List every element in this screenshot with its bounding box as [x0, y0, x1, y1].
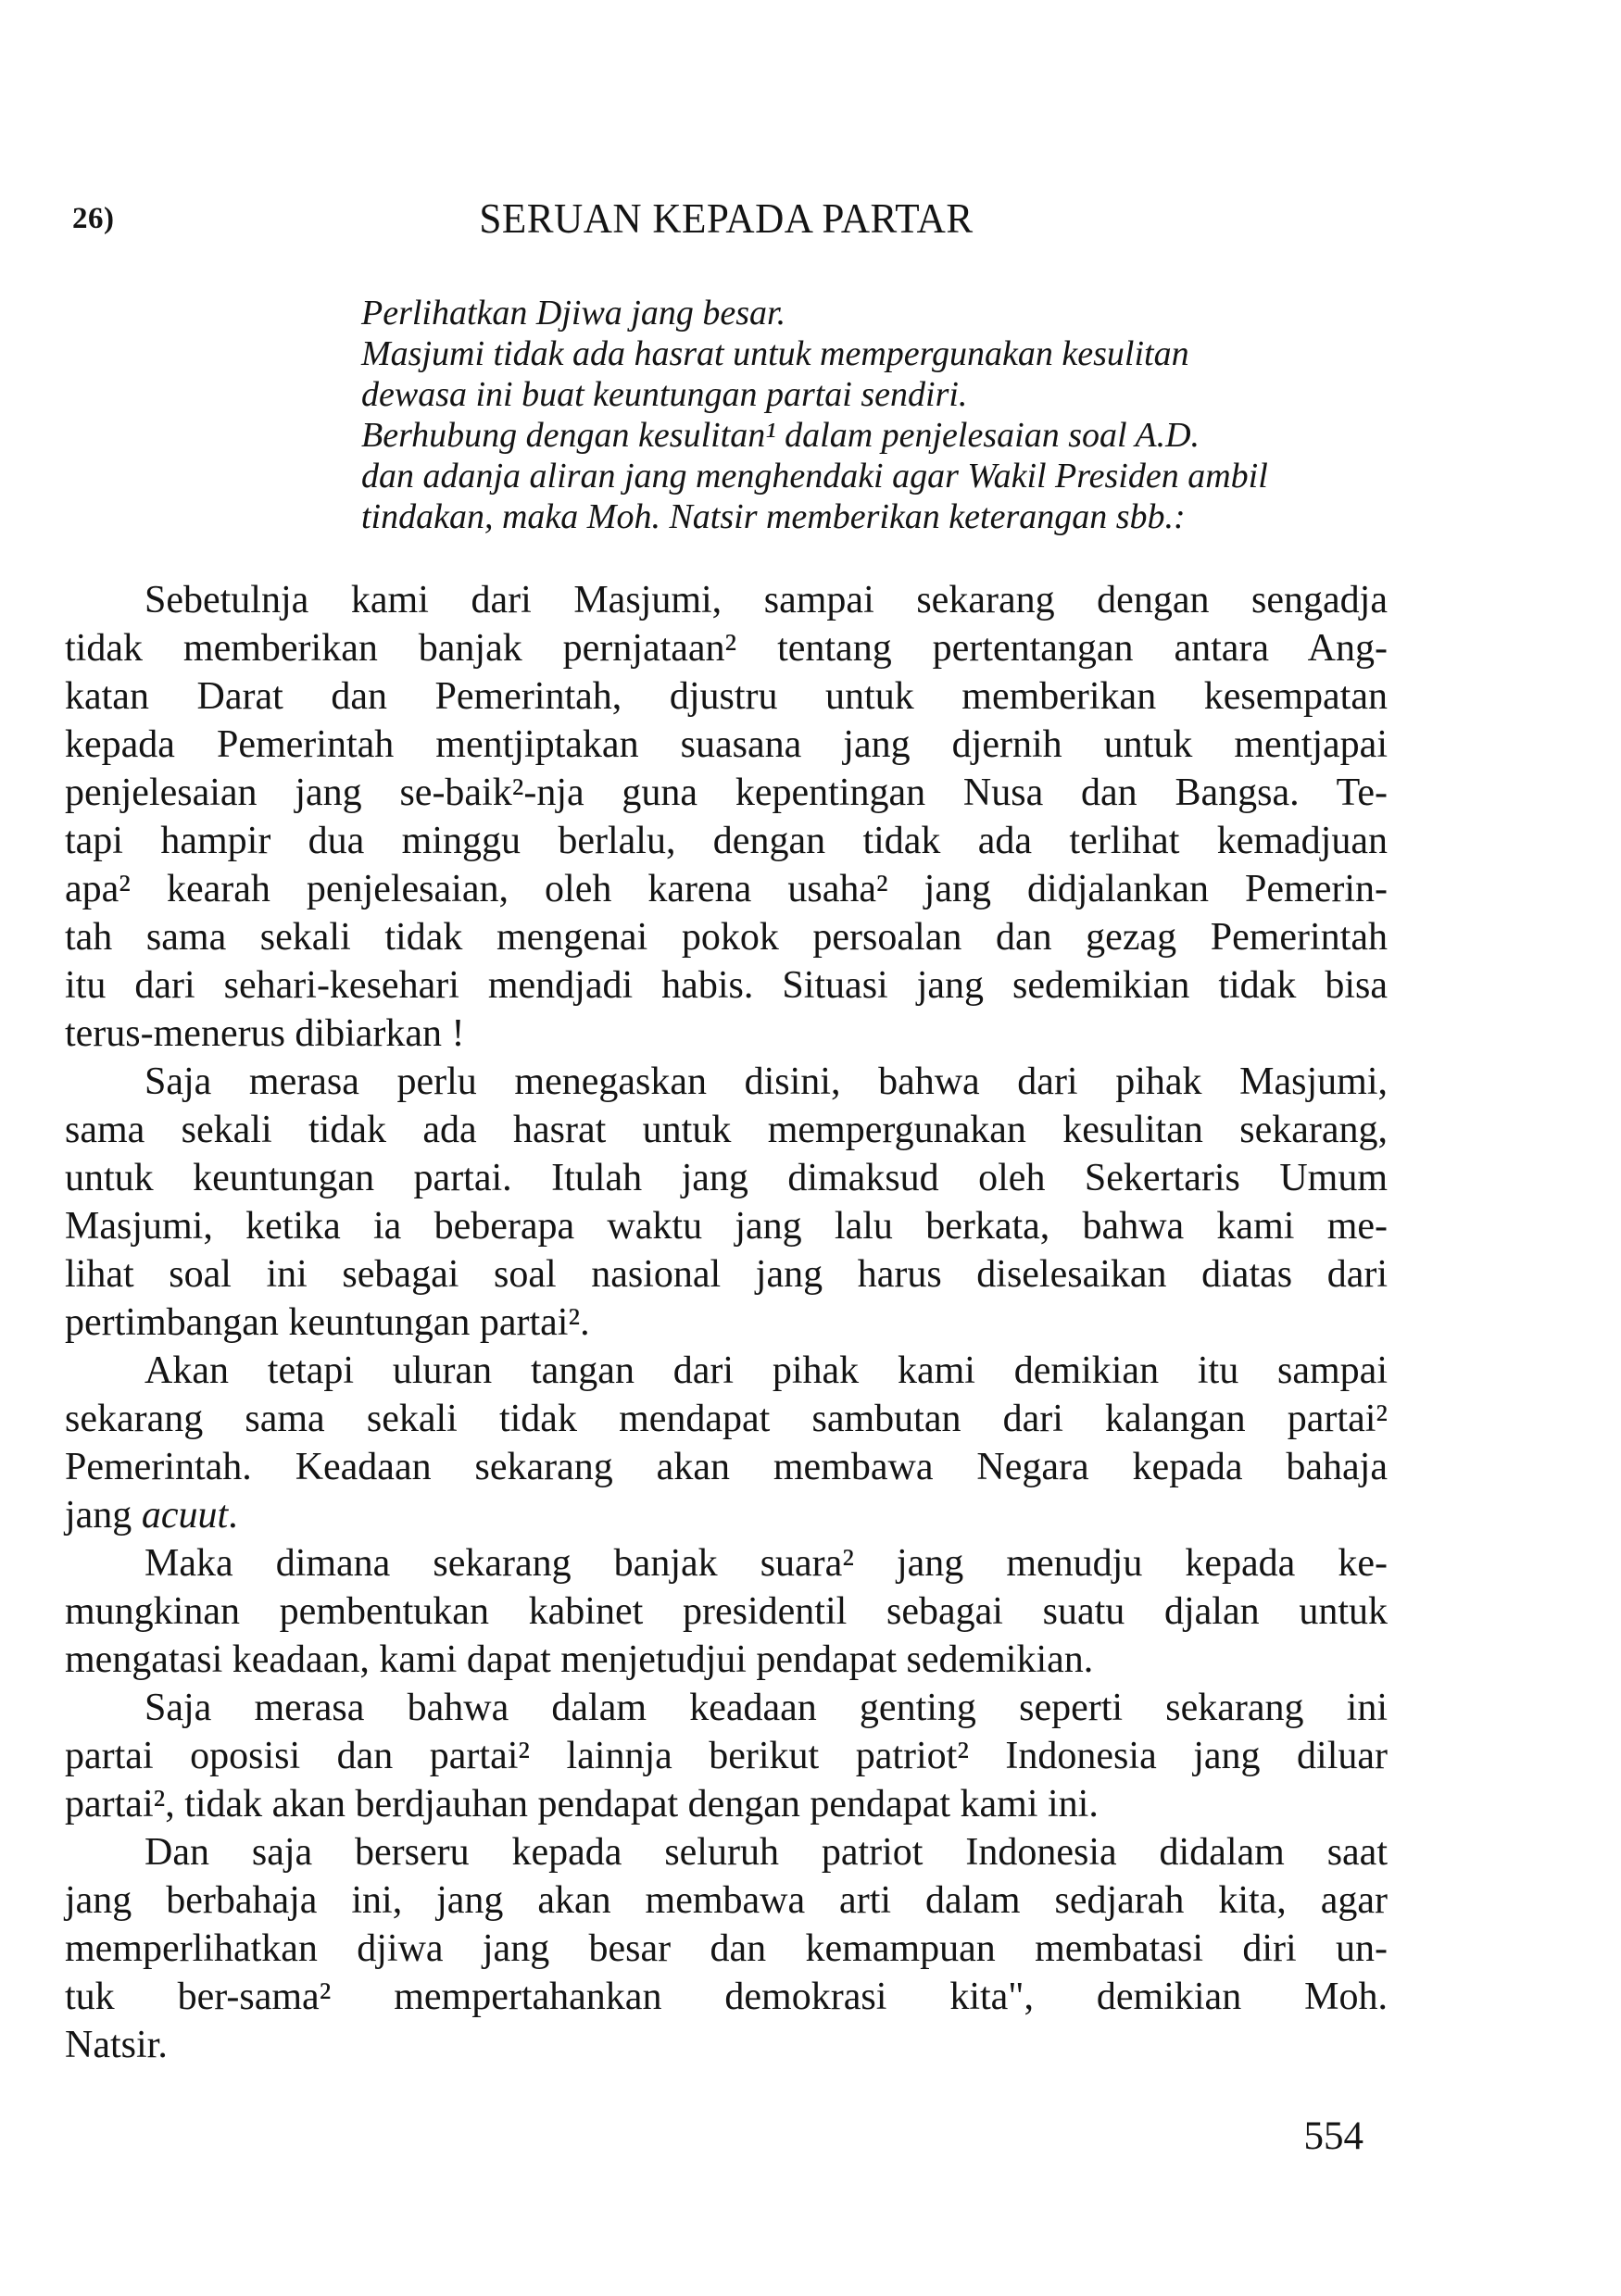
text-run: katan Darat dan Pemerintah, djustru untuk memberikan kesempatan: [65, 675, 1388, 718]
lede-line: tindakan, maka Moh. Natsir memberikan keterangan sbb.:: [361, 497, 1186, 536]
paragraph: [65, 1347, 1388, 1539]
text-run: memperlihatkan djiwa jang besar dan kemampuan membatasi diri un-: [65, 1927, 1388, 1970]
text-run: apa² kearah penjelesaian, oleh karena usaha² jang didjalankan Pemerin-: [65, 868, 1388, 910]
text-run: untuk keuntungan partai. Itulah jang dimaksud oleh Sekertaris Umum: [65, 1157, 1388, 1199]
text-line: [65, 1347, 1388, 1395]
text-line: [65, 1828, 1388, 1876]
text-line: [65, 1250, 1388, 1299]
text-run: terus-menerus dibiarkan !: [65, 1012, 465, 1055]
text-run: Pemerintah. Keadaan sekarang akan membawa Negara kepada bahaja: [65, 1446, 1388, 1488]
text-line: [65, 721, 1388, 769]
text-line: [65, 1106, 1388, 1154]
text-run: Masjumi, ketika ia beberapa waktu jang lalu berkata, bahwa kami me-: [65, 1205, 1388, 1248]
text-line: [65, 1973, 1388, 2021]
page-content: [65, 194, 1388, 2159]
text-line: [65, 1780, 1388, 1828]
paragraph: [65, 1828, 1388, 2069]
page-number: 554: [1303, 2114, 1363, 2158]
text-run: jang: [65, 1494, 142, 1537]
text-run: Dan saja berseru kepada seluruh patriot Indonesia didalam saat: [145, 1831, 1388, 1874]
text-line: [65, 1539, 1388, 1587]
text-run: tidak memberikan banjak pernjataan² tentang pertentangan antara Ang-: [65, 627, 1388, 670]
text-line: [65, 1010, 1388, 1058]
text-line: [65, 1395, 1388, 1443]
text-run: Saja merasa perlu menegaskan disini, bahwa dari pihak Masjumi,: [145, 1060, 1388, 1103]
text-line: [65, 913, 1388, 961]
text-run: jang berbahaja ini, jang akan membawa arti dalam sedjarah kita, agar: [65, 1879, 1388, 1922]
text-line: [65, 769, 1388, 817]
text-line: [65, 1732, 1388, 1780]
lede-line: Perlihatkan Djiwa jang besar.: [361, 294, 786, 332]
text-run: itu dari sehari-kesehari mendjadi habis. Situasi jang sedemikian tidak bisa: [65, 964, 1388, 1007]
text-run: lihat soal ini sebagai soal nasional jang harus diselesaikan diatas dari: [65, 1253, 1388, 1296]
lede-line: Berhubung dengan kesulitan¹ dalam penjelesaian soal A.D.: [361, 416, 1200, 455]
text-run: pertimbangan keuntungan partai².: [65, 1301, 590, 1344]
text-run: mengatasi keadaan, kami dapat menjetudjui pendapat sedemikian.: [65, 1638, 1094, 1681]
page-header: [65, 194, 1388, 246]
text-line: [65, 961, 1388, 1010]
text-run: Sebetulnja kami dari Masjumi, sampai sekarang dengan sengadja: [145, 579, 1388, 621]
text-line: [65, 1058, 1388, 1106]
text-run: kepada Pemerintah mentjiptakan suasana jang djernih untuk mentjapai: [65, 723, 1388, 766]
text-run: tah sama sekali tidak mengenai pokok persoalan dan gezag Pemerintah: [65, 916, 1388, 959]
text-line: [65, 1154, 1388, 1202]
text-line: [65, 1299, 1388, 1347]
text-line: [65, 1443, 1388, 1491]
text-run: sekarang sama sekali tidak mendapat sambutan dari kalangan partai²: [65, 1398, 1388, 1440]
text-run: sama sekali tidak ada hasrat untuk mempergunakan kesulitan sekarang,: [65, 1109, 1388, 1151]
text-line: [65, 817, 1388, 865]
text-line: [65, 1636, 1388, 1684]
page-title: SERUAN KEPADA PARTAR: [479, 195, 974, 242]
lede: [361, 293, 1366, 537]
text-run: tapi hampir dua minggu berlalu, dengan tidak ada terlihat kemadjuan: [65, 820, 1388, 862]
text-run: tuk ber-sama² mempertahankan demokrasi kita", demikian Moh.: [65, 1976, 1388, 2018]
text-run: Saja merasa bahwa dalam keadaan genting seperti sekarang ini: [145, 1687, 1388, 1729]
text-run: .: [228, 1494, 238, 1537]
lede-line: dan adanja aliran jang menghendaki agar Wakil Presiden ambil: [361, 457, 1268, 496]
text-line: [65, 1491, 1388, 1539]
text-run: Natsir.: [65, 2024, 168, 2066]
italic-text-run: acuut: [141, 1494, 229, 1537]
text-run: penjelesaian jang se-baik²-nja guna kepentingan Nusa dan Bangsa. Te-: [65, 772, 1388, 814]
text-line: [65, 1925, 1388, 1973]
text-line: [65, 1876, 1388, 1925]
lede-line: Masjumi tidak ada hasrat untuk mempergunakan kesulitan: [361, 334, 1189, 373]
paragraph: [65, 576, 1388, 1058]
paragraph: [65, 1058, 1388, 1347]
text-line: [65, 1587, 1388, 1636]
text-run: Maka dimana sekarang banjak suara² jang menudju kepada ke-: [145, 1542, 1388, 1585]
section-number: 26): [72, 202, 115, 235]
lede-line: dewasa ini buat keuntungan partai sendiri.: [361, 375, 968, 414]
text-line: [65, 624, 1388, 672]
text-line: [65, 865, 1388, 913]
text-line: [65, 1202, 1388, 1250]
text-run: partai², tidak akan berdjauhan pendapat dengan pendapat kami ini.: [65, 1783, 1099, 1826]
text-line: [65, 1684, 1388, 1732]
paragraph: [65, 1539, 1388, 1684]
text-line: [65, 576, 1388, 624]
text-line: [65, 2021, 1388, 2069]
text-run: mungkinan pembentukan kabinet presidentil sebagai suatu djalan untuk: [65, 1590, 1388, 1633]
text-line: [65, 672, 1388, 721]
body-text: [65, 576, 1388, 2069]
text-run: Akan tetapi uluran tangan dari pihak kami demikian itu sampai: [145, 1349, 1388, 1392]
paragraph: [65, 1684, 1388, 1828]
text-run: partai oposisi dan partai² lainnja berikut patriot² Indonesia jang diluar: [65, 1735, 1388, 1777]
